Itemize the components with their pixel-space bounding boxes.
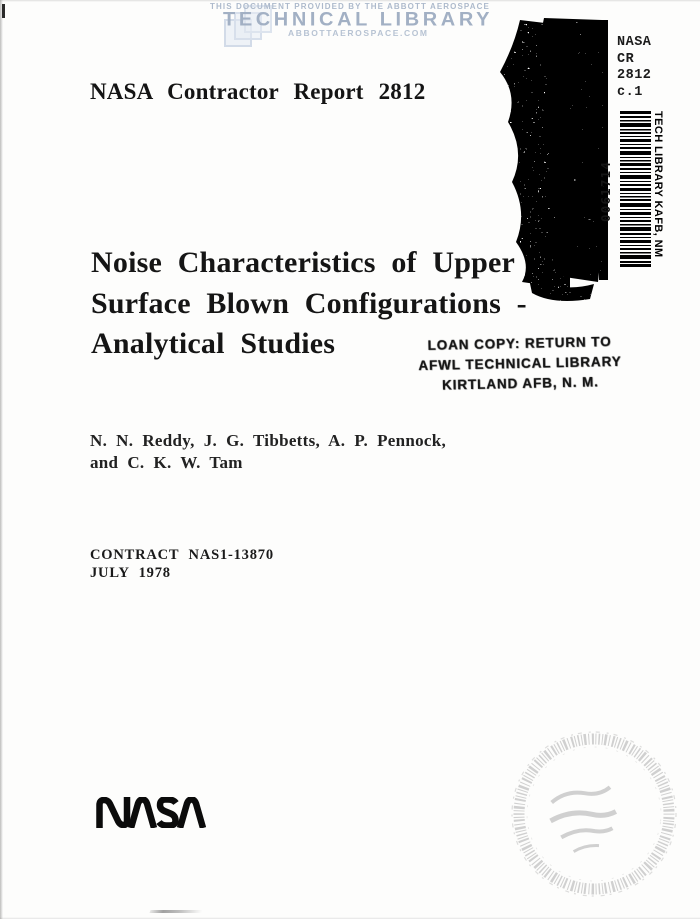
call-number-line: 2812 — [617, 68, 652, 83]
barcode-location-label: TECH LIBRARY KAFB, NM — [652, 111, 664, 258]
loan-stamp-line: AFWL TECHNICAL LIBRARY — [418, 353, 622, 374]
authors-line: and C. K. W. Tam — [90, 452, 243, 472]
loan-stamp-line: LOAN COPY: RETURN TO — [427, 334, 612, 353]
contract-block — [90, 547, 274, 582]
library-call-number — [617, 35, 651, 101]
barcode-number: 0061714 — [598, 160, 613, 222]
nasa-worm-logo — [96, 797, 206, 828]
report-title-line: Analytical Studies — [91, 327, 336, 360]
page-left-edge-shadow — [0, 0, 3, 919]
watermark-provided-line: THIS DOCUMENT PROVIDED BY THE ABBOTT AEROSPACE — [210, 2, 490, 11]
call-number-line: NASA — [617, 35, 652, 50]
round-library-stamp — [502, 722, 687, 907]
call-number-line: CR — [617, 51, 635, 67]
loan-stamp-line: KIRTLAND AFB, N. M. — [441, 374, 599, 393]
scan-bottom-smudge — [149, 910, 202, 913]
report-title-line: Surface Blown Configurations - — [91, 286, 527, 320]
call-number-line: c.1 — [617, 84, 643, 100]
report-series-heading: NASA Contractor Report 2812 — [90, 79, 426, 104]
contract-number: CONTRACT NAS1-13870 — [90, 547, 274, 563]
authors-line: N. N. Reddy, J. G. Tibbetts, A. P. Pennock, — [90, 431, 447, 450]
watermark-domain: ABBOTTAEROSPACE.COM — [288, 28, 429, 38]
loan-return-stamp — [399, 331, 640, 396]
publication-date: JULY 1978 — [90, 564, 171, 581]
authors-block — [90, 430, 446, 473]
report-title-line: Noise Characteristics of Upper — [91, 246, 516, 279]
watermark-library-title: TECHNICAL LIBRARY — [223, 9, 494, 31]
library-barcode — [620, 111, 651, 267]
scan-corner-mark — [2, 4, 5, 18]
